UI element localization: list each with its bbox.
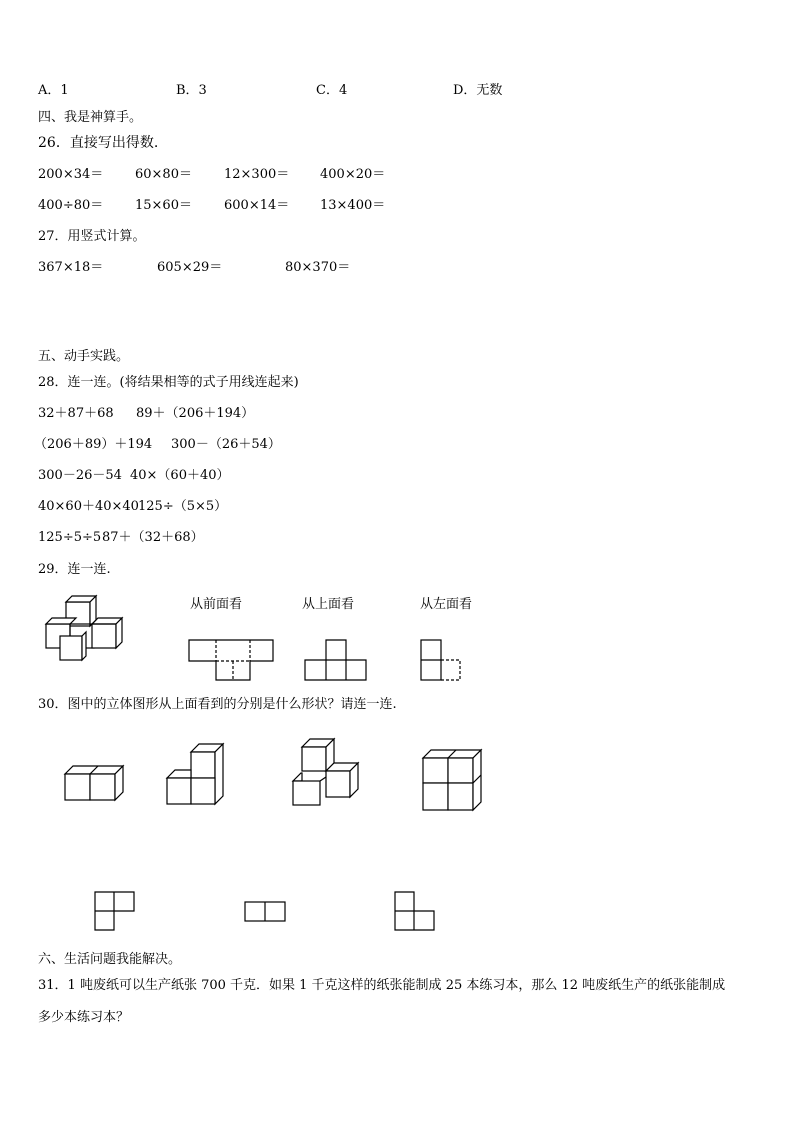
q27-item: 605×29＝ (157, 260, 223, 275)
section-5-title: 五、动手实践。 (38, 349, 130, 364)
view-left-label: 从左面看 (420, 597, 473, 612)
q30-title: 30．图中的立体图形从上面看到的分别是什么形状？请连一连. (38, 697, 397, 712)
q26-item: 400÷80＝ (38, 198, 104, 213)
option-b: B．3 (176, 83, 207, 98)
q30-top-view-1 (92, 890, 138, 934)
q26-item: 12×300＝ (224, 167, 290, 182)
q31-line-2: 多少本练习本？ (38, 1010, 130, 1025)
section-4-title: 四、我是神算手。 (38, 110, 143, 125)
q28-title: 28．连一连。(将结果相等的式子用线连起来) (38, 375, 299, 390)
q29-solid-figure (40, 594, 140, 664)
q28-right-expr: 87＋（32＋68） (102, 530, 204, 545)
q26-item: 60×80＝ (135, 167, 192, 182)
q30-solid-2 (165, 742, 230, 806)
q31-line-1: 31．1 吨废纸可以生产纸张 700 千克．如果 1 千克这样的纸张能制成 25 本练习本，那么 12 吨废纸生产的纸张能制成 (38, 978, 726, 993)
q26-item: 400×20＝ (320, 167, 386, 182)
q28-left-expr: 32＋87＋68 (38, 406, 114, 421)
view-front-shape (186, 636, 276, 684)
q27-item: 80×370＝ (285, 260, 351, 275)
q28-left-expr: （206＋89）＋194 (34, 437, 153, 452)
q26-item: 15×60＝ (135, 198, 192, 213)
option-d: D．无数 (453, 83, 503, 98)
section-6-title: 六、生活问题我能解决。 (38, 952, 182, 967)
q30-solid-4 (420, 748, 485, 814)
q30-top-view-2 (242, 900, 288, 924)
view-top-label: 从上面看 (302, 597, 355, 612)
q28-left-expr: 125÷5÷5 (38, 530, 102, 545)
view-front-label: 从前面看 (190, 597, 243, 612)
option-c: C．4 (316, 83, 348, 98)
view-left-shape (418, 636, 468, 684)
q27-item: 367×18＝ (38, 260, 104, 275)
q28-right-expr: 89＋（206＋194） (136, 406, 255, 421)
option-a: A．1 (38, 83, 69, 98)
q26-title: 26．直接写出得数. (38, 135, 159, 151)
q30-solid-1 (62, 760, 132, 805)
q30-solid-3 (290, 737, 362, 809)
q28-left-expr: 300－26－54 (38, 468, 122, 483)
q29-title: 29．连一连. (38, 562, 111, 577)
view-top-shape (302, 636, 372, 684)
q28-right-expr: 300－（26＋54） (171, 437, 281, 452)
q28-right-expr: 40×（60＋40） (130, 468, 230, 483)
q30-top-view-3 (392, 890, 438, 934)
q26-item: 13×400＝ (320, 198, 386, 213)
q26-item: 200×34＝ (38, 167, 104, 182)
q27-title: 27．用竖式计算。 (38, 229, 146, 244)
q28-left-expr: 40×60＋40×40 (38, 499, 139, 514)
q26-item: 600×14＝ (224, 198, 290, 213)
q28-right-expr: 125÷（5×5） (138, 499, 228, 514)
